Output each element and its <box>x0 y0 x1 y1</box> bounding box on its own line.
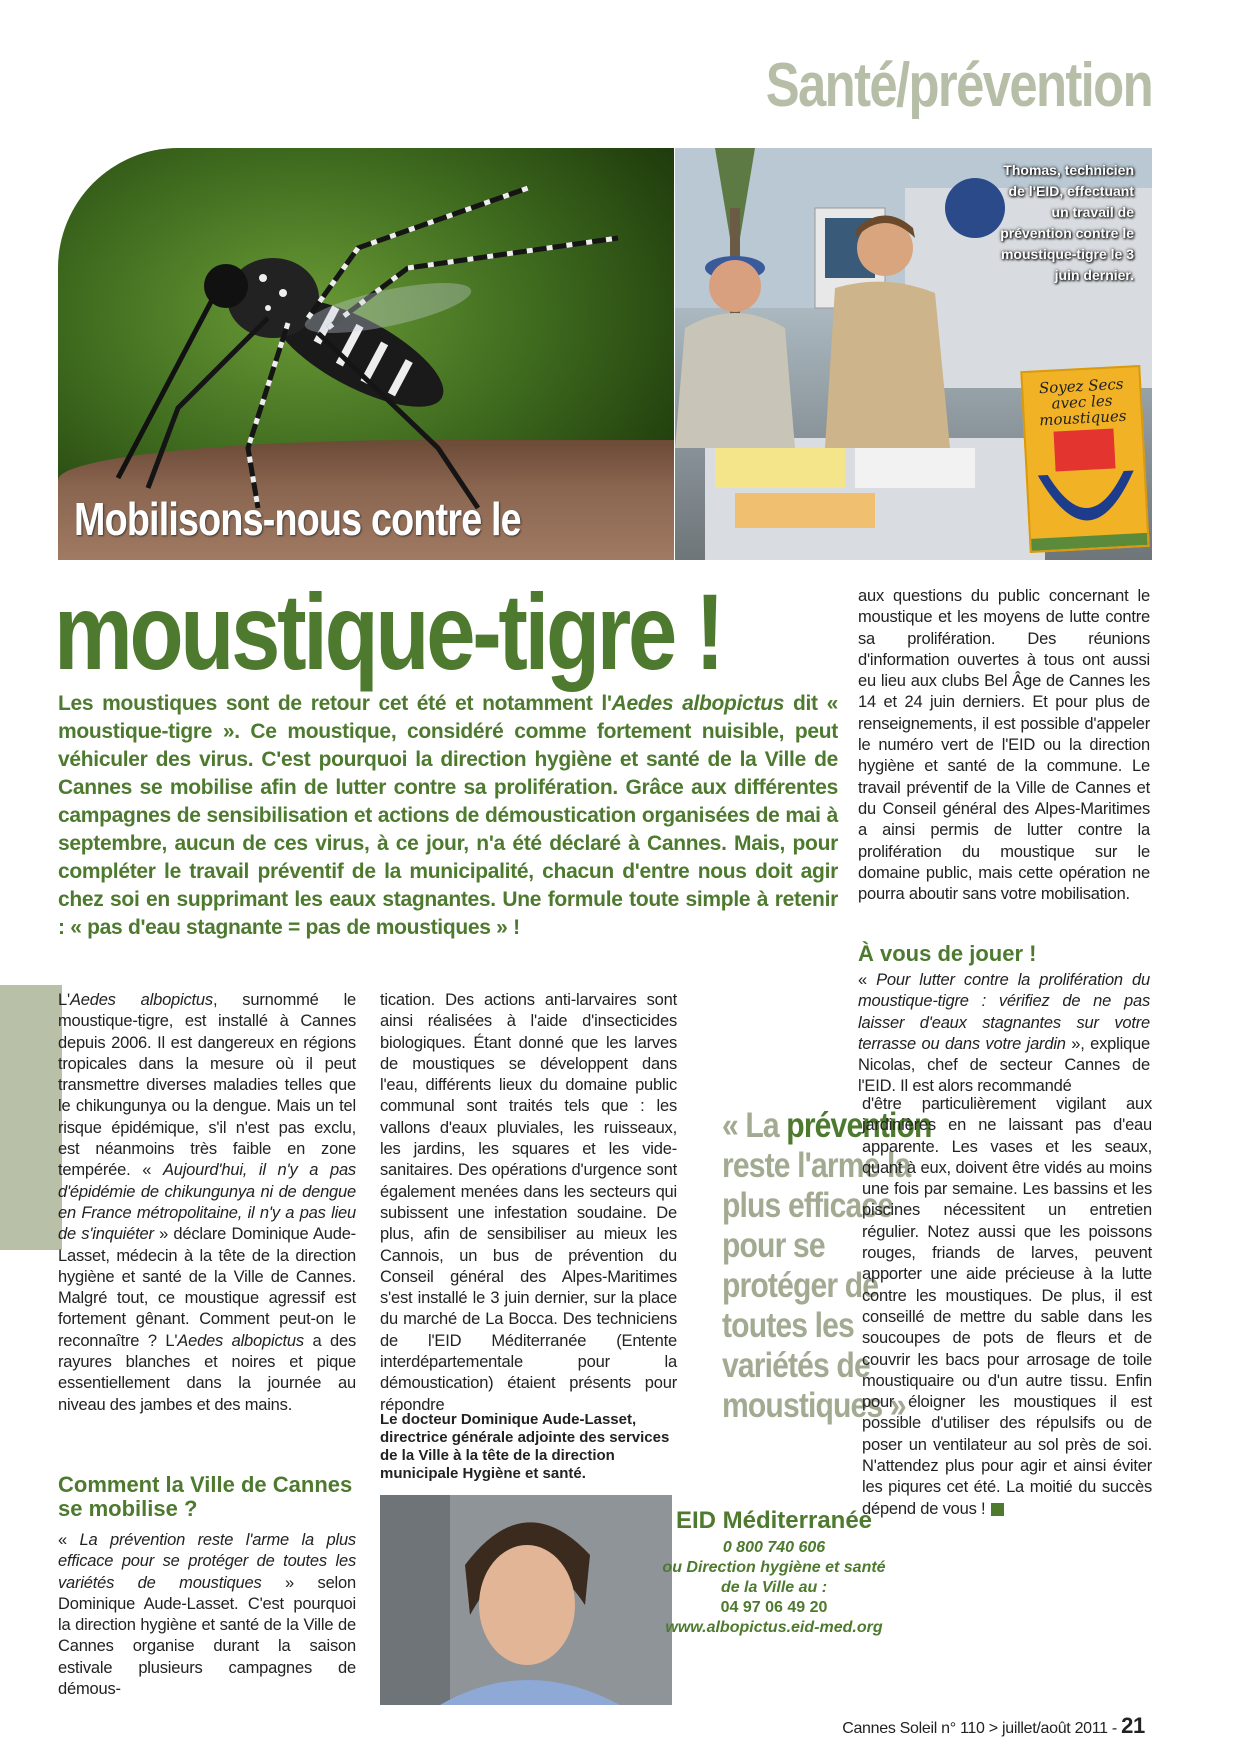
page-number: 21 <box>1121 1713 1145 1738</box>
portrait-photo <box>380 1495 672 1705</box>
column-a-continued: « La prévention reste l'arme la plus efficace pour se protéger de toutes les variétés de moustiques » selon Dominique Aude-Lasset. C'est pourquoi la direction hygiène et santé de la Ville de Cannes organise durant la saison estivale plusieurs campagnes de démous- <box>58 1531 356 1699</box>
eid-title: EID Méditerranée <box>675 1507 873 1534</box>
column-a-body: L'Aedes albopictus, surnommé le moustique-tigre, est installé à Cannes depuis 2006. Il est dangereux en régions tropicales dans la mesure où il peut transmettre diverses maladies telles que le chikungunya ou la dengue. Mais un tel risque épidémique, s'il n'est pas exclu, est néanmoins très faible en zone tempérée. « Aujourd'hui, il n'y a pas d'épidémie de chikungunya ni de dengue en France métropolitaine, il n'y a pas lieu de s'inquiéter » déclare Dominique Aude-Lasset, médecin à la tête de la direction hygiène et santé de la Ville de Cannes. Malgré tout, ce moustique agressif est fortement gênant. Comment peut-on le reconnaître ? L'Aedes albopictus a des rayures blanches et noires et pique essentiellement dans la journée au niveau des jambes et des mains. <box>58 991 357 1414</box>
eid-phone: 0 800 740 606 <box>722 1539 826 1556</box>
city-phone: 04 97 06 49 20 <box>720 1599 828 1616</box>
booth-photo-caption: Thomas, technicien de l'EID, effectuant un travail de prévention contre le moustique-tigre le 3 juin dernier. <box>1000 162 1134 283</box>
eid-website-link[interactable]: www.albopictus.eid-med.org <box>665 1619 883 1636</box>
eid-contact-box <box>660 1507 888 1638</box>
lead-paragraph: Les moustiques sont de retour cet été et notamment l'Aedes albopictus dit « moustique-tigre ». Ce moustique, considéré comme fortement nuisible, peut véhiculer des virus. C'est pourquoi la direction hygiène et santé de la Ville de Cannes se mobilise afin de lutter contre sa prolifération. Grâce aux différentes campagnes de sensibilisation et actions de démoustication organisées de mai à septembre, aucun de ces virus, à ce jour, n'a été déclaré à Cannes. Mais, pour compléter le travail préventif de la municipalité, chacun d'entre nous doit agir chez soi en supprimant les eaux stagnantes. Une formule toute simple à retenir : « pas d'eau stagnante = pas de moustiques » ! <box>58 692 839 939</box>
eid-or-line: ou Direction hygiène et santé de la Ville au : <box>662 1559 886 1596</box>
poster-title: Soyez Secs avec les moustiques <box>1038 374 1127 430</box>
column-c-body: aux questions du public concernant le moustique et les moyens de lutte contre sa prolifération. Des réunions d'information ouvertes à tous ont aussi eu lieu aux clubs Bel Âge de Cannes les 14 et 24 juin derniers. Et pour plus de renseignements, il est possible d'appeler le numéro vert de l'EID ou la direction hygiène et santé de la commune. Le travail préventif de la Ville de Cannes et du Conseil général des Alpes-Maritimes a ainsi permis de lutter contre la prolifération du moustique sur le domaine public, mais cette opération ne pourra aboutir sans votre mobilisation. <box>858 587 1150 904</box>
main-title: moustique-tigre ! <box>54 571 722 692</box>
page-footer <box>842 1713 1145 1739</box>
column-c-advice: d'être particulièrement vigilant aux jardinières en ne laissant pas d'eau apparente. Les vases et les seaux, quant à eux, doivent être vidés au moins une fois par semaine. Les bassins et les piscines nécessitent un entretien régulier. Notez aussi que les poissons rouges, friands de larves, peuvent apporter une aide précieuse à la lutte contre les moustiques. De plus, il est conseillé de mettre du sable dans les soucoupes de pots de fleurs et de couvrir les bacs pour arrosage de toile moustiquaire ou d'un autre tissu. Enfin pour éloigner les moustiques il est possible d'utiliser des répulsifs ou de poser un ventilateur au sol près de soi. N'attendez plus pour agir et ainsi éviter les piqures cet été. La moitié du succès dépend de vous ! <box>862 1095 1152 1518</box>
column-c-your-turn: « Pour lutter contre la prolifération du moustique-tigre : vérifiez de ne pas laisser d'eaux stagnantes sur votre terrasse ou dans votre jardin », explique Nicolas, chef de secteur Cannes de l'EID. Il est alors recommandé <box>858 971 1151 1096</box>
pull-quote: « La prévention reste l'arme la plus efficace pour se protéger de toutes les variétés de moustiques » <box>722 1106 932 1425</box>
hero-headline: Mobilisons-nous contre le <box>74 493 521 545</box>
side-accent-bar <box>0 985 62 1250</box>
portrait-illustration <box>380 1495 672 1705</box>
end-of-article-square <box>991 1503 1004 1516</box>
section-title: Santé/prévention <box>765 51 1152 120</box>
issue-date: juillet/août 2011 - <box>1001 1720 1117 1737</box>
campaign-poster <box>1020 365 1149 553</box>
subhead-your-turn: À vous de jouer ! <box>858 941 1037 966</box>
portrait-caption: Le docteur Dominique Aude-Lasset, directrice générale adjointe des services de la Ville à la tête de la direction municipale Hygiène et santé. <box>380 1411 670 1482</box>
mosquito-photo <box>58 148 674 560</box>
footer-separator: > <box>988 1720 998 1737</box>
magazine-issue: Cannes Soleil n° 110 <box>842 1720 985 1737</box>
booth-photo <box>675 148 1152 560</box>
column-b-body: tication. Des actions anti-larvaires sont ainsi réalisées à l'aide d'insecticides biologiques. Étant donné que les larves de moustiques se développent dans l'eau, différents lieux du domaine public communal sont traités tels que : les vallons d'eaux pluviales, les ruisseaux, les jardins, les squares et les vide-sanitaires. Des opérations d'urgence sont également menées dans les secteurs qui subissent une infestation soudaine. De plus, afin de sensibiliser au mieux les Cannois, un bus de prévention du Conseil général des Alpes-Maritimes s'est installé le 3 juin dernier, sur la place du marché de La Bocca. Des techniciens de l'EID Méditerranée (Entente interdépartementale pour la démoustication) étaient présents pour répondre <box>380 991 677 1414</box>
subhead-city-mobilises: Comment la Ville de Cannes se mobilise ? <box>58 1472 353 1521</box>
